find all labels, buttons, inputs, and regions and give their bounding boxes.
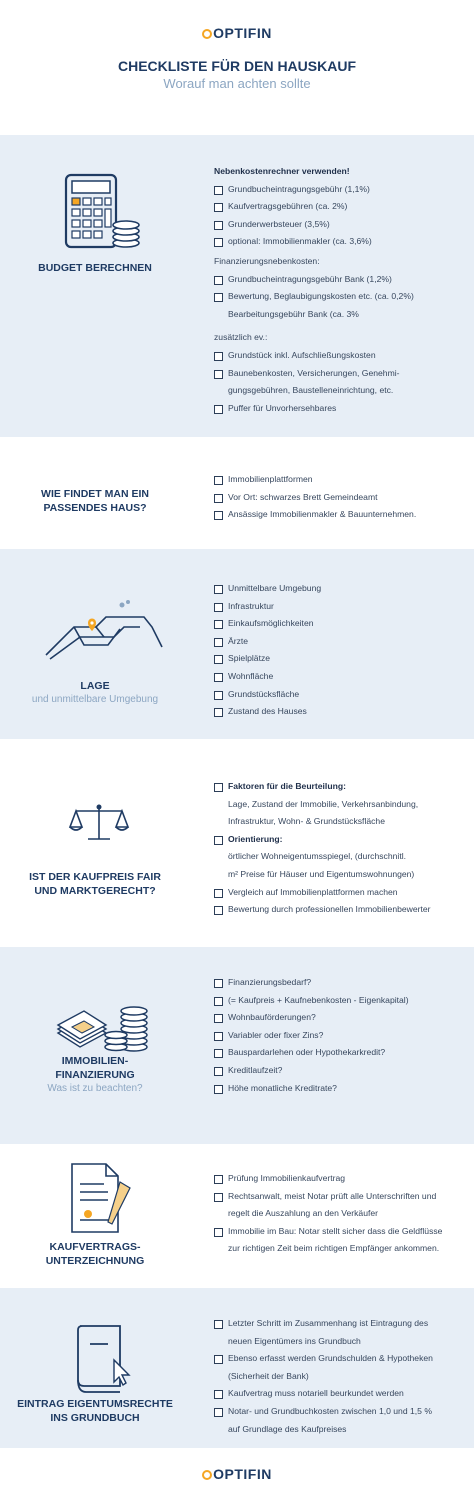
section-subtitle: und unmittelbare Umgebung	[31, 694, 159, 705]
finanz-list	[214, 974, 470, 1097]
checklist-item[interactable]: Ärzte	[214, 633, 470, 651]
section-title-line2: FINANZIERUNG	[55, 1069, 135, 1081]
checklist-item[interactable]: Kreditlaufzeit?	[214, 1062, 470, 1080]
section-title-line1: KAUFVERTRAGS-	[49, 1241, 141, 1253]
checklist-item[interactable]: Baunebenkosten, Versicherungen, Genehmi-	[214, 365, 470, 383]
lage-list	[214, 580, 470, 721]
vertrag-list	[214, 1170, 470, 1258]
section-preis	[0, 739, 474, 947]
section-title-line2: UND MARKTGERECHT?	[34, 885, 156, 897]
brand-name: OPTIFIN	[213, 1466, 272, 1482]
section-lage	[0, 549, 474, 739]
checklist-item[interactable]: Grundstück inkl. Aufschließungskosten	[214, 347, 470, 365]
checklist-item[interactable]: Infrastruktur	[214, 598, 470, 616]
checklist-item[interactable]: Kaufvertrag muss notariell beurkundet werden	[214, 1385, 470, 1403]
list-text: Infrastruktur, Wohn- & Grundstücksfläche	[228, 816, 385, 827]
list-heading: Nebenkostenrechner verwenden!	[214, 166, 350, 176]
checklist-item[interactable]: Grunderwerbsteuer (3,5%)	[214, 216, 470, 234]
checklist-item[interactable]: Immobilienplattformen	[214, 471, 470, 489]
list-text: örtlicher Wohneigentumsspiegel, (durchschnitl.	[228, 851, 407, 862]
section-finanz	[0, 947, 474, 1144]
checklist-item[interactable]: Bewertung, Beglaubigungskosten etc. (ca. 0,2%)	[214, 288, 470, 306]
scale-icon	[68, 801, 130, 845]
page-subtitle: Worauf man achten sollte	[163, 76, 311, 91]
checklist-item[interactable]: Ebenso erfasst werden Grundschulden & Hypotheken	[214, 1350, 470, 1368]
brand-logo-bottom	[0, 1466, 474, 1482]
checklist-item[interactable]: Spielplätze	[214, 650, 470, 668]
checklist-item[interactable]: Finanzierungsbedarf?	[214, 974, 470, 992]
section-title: LAGE	[80, 680, 110, 692]
brand-name: OPTIFIN	[213, 25, 272, 41]
section-haus	[0, 437, 474, 549]
section-title-line1: IST DER KAUFPREIS FAIR	[29, 871, 161, 883]
list-text: gungsgebühren, Baustelleneinrichtung, etc.	[228, 385, 394, 396]
map-pin-icon	[44, 597, 164, 667]
list-text: auf Grundlage des Kaufpreises	[228, 1423, 347, 1434]
logo-o-icon	[202, 29, 212, 39]
list-label: zusätzlich ev.:	[214, 332, 268, 343]
list-label: Finanzierungsnebenkosten:	[214, 255, 320, 266]
checklist-item[interactable]: Grundstücksfläche	[214, 686, 470, 704]
logo-o-icon	[202, 1470, 212, 1480]
section-subtitle: Was ist zu beachten?	[47, 1083, 143, 1094]
section-title-line2: UNTERZEICHNUNG	[45, 1255, 145, 1267]
checklist-item[interactable]: Vor Ort: schwarzes Brett Gemeindeamt	[214, 489, 470, 507]
checklist-item[interactable]: Rechtsanwalt, meist Notar prüft alle Unterschriften und	[214, 1188, 470, 1206]
list-text: m² Preise für Häuser und Eigentumswohnungen)	[228, 868, 415, 879]
lage-title-wrap	[0, 679, 190, 706]
grundbuch-title-wrap	[0, 1397, 190, 1425]
checklist-item[interactable]: Immobilie im Bau: Notar stellt sicher dass die Geldflüsse	[214, 1223, 470, 1241]
list-text: (Sicherheit der Bank)	[228, 1370, 309, 1381]
section-title-line2: INS GRUNDBUCH	[50, 1412, 140, 1424]
section-title: BUDGET BERECHNEN	[38, 262, 152, 274]
checklist-item[interactable]: Vergleich auf Immobilienplattformen machen	[214, 884, 470, 902]
section-grundbuch	[0, 1288, 474, 1448]
checklist-item[interactable]: Kaufvertragsgebühren (ca. 2%)	[214, 198, 470, 216]
list-text: Lage, Zustand der Immobilie, Verkehrsanbindung,	[228, 798, 419, 809]
list-text: Bearbeitungsgebühr Bank (ca. 3%	[228, 308, 359, 319]
book-cursor-icon	[74, 1324, 136, 1398]
checklist-item[interactable]: Unmittelbare Umgebung	[214, 580, 470, 598]
checklist-item[interactable]: Letzter Schritt im Zusammenhang ist Eintragung des	[214, 1315, 470, 1333]
section-title-line2: PASSENDES HAUS?	[43, 502, 147, 514]
checklist-item[interactable]: Orientierung:	[214, 831, 470, 849]
checklist-item[interactable]: Wohnbauförderungen?	[214, 1009, 470, 1027]
budget-title-wrap	[0, 261, 190, 275]
checklist-item[interactable]: Ansässige Immobilienmakler & Bauunternehmen.	[214, 506, 470, 524]
money-coins-icon	[54, 993, 154, 1055]
brand-logo-top	[0, 25, 474, 41]
section-vertrag	[0, 1144, 474, 1288]
checklist-item[interactable]: Einkaufsmöglichkeiten	[214, 615, 470, 633]
contract-pen-icon	[68, 1162, 134, 1234]
list-text: zur richtigen Zeit beim richtigen Empfänger ankommen.	[228, 1243, 440, 1254]
budget-list	[214, 163, 470, 417]
checklist-item[interactable]: Grundbucheintragungsgebühr Bank (1,2%)	[214, 271, 470, 289]
checklist-item[interactable]: Grundbucheintragungsgebühr (1,1%)	[214, 181, 470, 199]
checklist-item[interactable]: Höhe monatliche Kreditrate?	[214, 1080, 470, 1098]
section-title-line1: WIE FINDET MAN EIN	[41, 488, 149, 500]
list-text: regelt die Auszahlung an den Verkäufer	[228, 1208, 379, 1219]
list-text: neuen Eigentümers ins Grundbuch	[228, 1335, 361, 1346]
preis-title-wrap	[0, 870, 190, 898]
checklist-item[interactable]: Prüfung Immobilienkaufvertrag	[214, 1170, 470, 1188]
haus-list	[214, 471, 470, 524]
checklist-item[interactable]: optional: Immobilienmakler (ca. 3,6%)	[214, 233, 470, 251]
checklist-item[interactable]: Faktoren für die Beurteilung:	[214, 778, 470, 796]
grundbuch-list	[214, 1315, 470, 1438]
checklist-item[interactable]: Wohnfläche	[214, 668, 470, 686]
section-title-line1: EINTRAG EIGENTUMSRECHTE	[17, 1398, 173, 1410]
section-title-line1: IMMOBILIEN-	[61, 1055, 129, 1067]
preis-list	[214, 778, 470, 919]
finanz-title-wrap	[0, 1054, 190, 1095]
haus-title-wrap	[0, 487, 190, 515]
checklist-item[interactable]: (= Kaufpreis + Kaufnebenkosten - Eigenkapital)	[214, 992, 470, 1010]
page-title: CHECKLISTE FÜR DEN HAUSKAUF	[118, 58, 356, 74]
checklist-item[interactable]: Bewertung durch professionellen Immobilienbewerter	[214, 901, 470, 919]
calculator-coins-icon	[62, 173, 144, 255]
vertrag-title-wrap	[0, 1240, 190, 1268]
checklist-item[interactable]: Bauspardarlehen oder Hypothekarkredit?	[214, 1044, 470, 1062]
checklist-item[interactable]: Notar- und Grundbuchkosten zwischen 1,0 und 1,5 %	[214, 1403, 470, 1421]
checklist-item[interactable]: Variabler oder fixer Zins?	[214, 1027, 470, 1045]
checklist-item[interactable]: Zustand des Hauses	[214, 703, 470, 721]
section-budget	[0, 135, 474, 437]
checklist-item[interactable]: Puffer für Unvorhersehbares	[214, 400, 470, 418]
